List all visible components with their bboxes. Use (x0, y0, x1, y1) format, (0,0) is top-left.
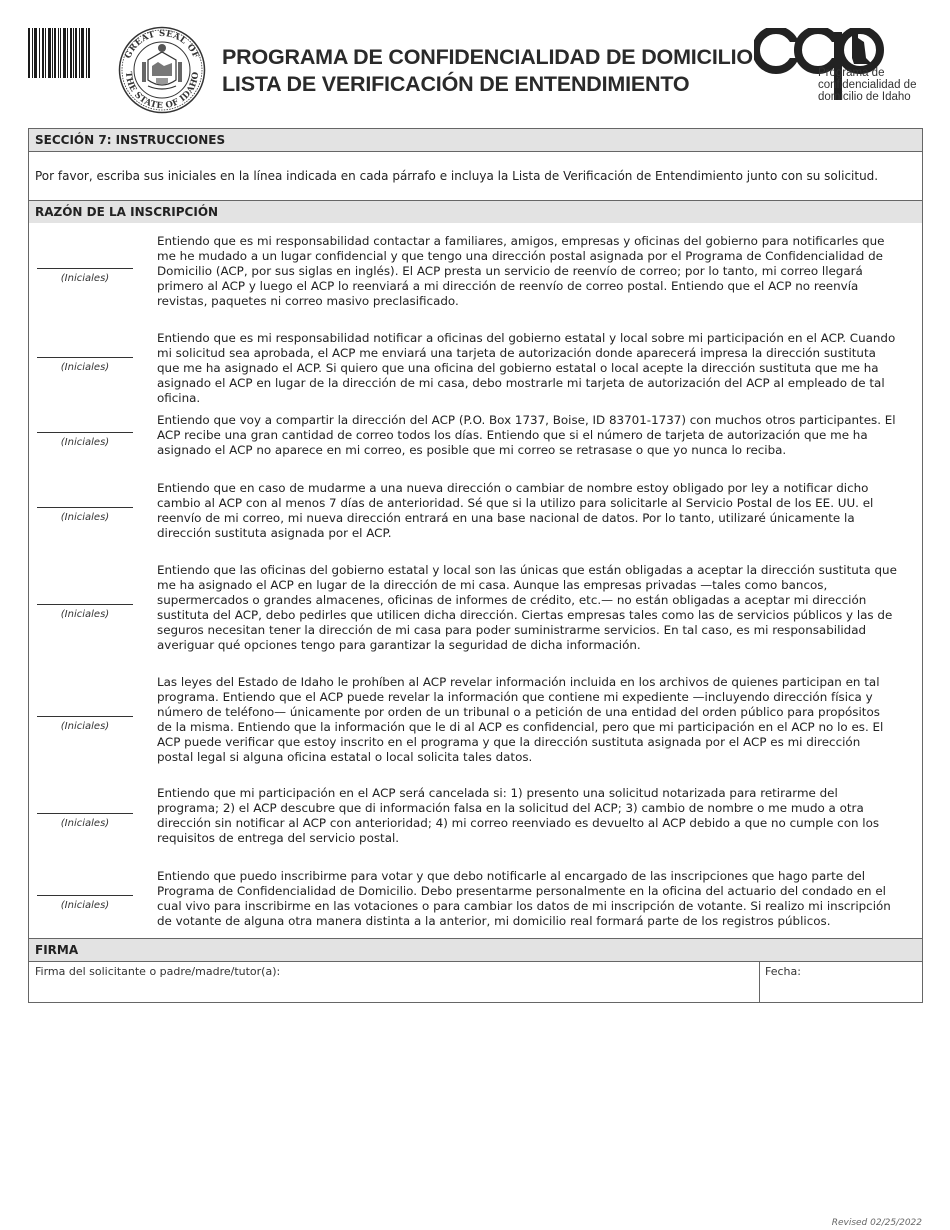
initials-label: (Iniciales) (60, 721, 110, 732)
logo-text-line-2: confidencialidad de (818, 79, 917, 91)
title-line-1: PROGRAMA DE CONFIDENCIALIDAD DE DOMICILIO (222, 45, 753, 69)
revision-date: Revised 02/25/2022 (831, 1218, 922, 1228)
checklist-paragraph: Las leyes del Estado de Idaho le prohíben al ACP revelar información incluida en los archivos de quienes participan en tal programa. Entiendo que el ACP puede revelar la información que contiene mi expediente —incluyendo dirección física y número de teléfono— únicamente por orden de un tribunal o a petición de una entidad del orden público para propósitos de la misma. Entiendo que la información que le di al ACP es confidencial, pero que mi participación en el ACP no lo es. El ACP puede verificar que estoy inscrito en el programa y que la dirección sustituta asignada por el ACP es mi dirección postal legal si alguna oficina estatal o local solicita tales datos. (157, 675, 884, 764)
svg-text:GREAT SEAL OF: GREAT SEAL OF (123, 28, 201, 61)
initials-label: (Iniciales) (60, 900, 110, 911)
checklist-paragraph: Entiendo que en caso de mudarme a una nueva dirección o cambiar de nombre estoy obligado por ley a notificar dicho cambio al ACP con al menos 7 días de anterioridad. Sé que si la utilizo para solicitarle al Servicio Postal de los EE. UU. el reenvío de mi correo, mi nueva dirección entrará en una base nacional de datos. Por lo tanto, utilizaré únicamente la dirección sustituta asignada por el ACP. (157, 481, 874, 540)
signature-heading: FIRMA (29, 939, 922, 961)
checklist-paragraph: Entiendo que mi participación en el ACP será cancelada si: 1) presento una solicitud notarizada para retirarme del programa; 2) el ACP descubre que di información falsa en la solicitud del ACP; 3) cambio de nombre o me mudo a otra dirección sin notificar al ACP con anterioridad; 4) mi correo reenviado es devuelto al ACP debido a que no cumple con los requisitos de entrega del servicio postal. (157, 786, 880, 845)
title-line-2: LISTA DE VERIFICACIÓN DE ENTENDIMIENTO (222, 72, 690, 96)
svg-text:THE STATE OF IDAHO: THE STATE OF IDAHO (122, 71, 202, 112)
initials-label: (Iniciales) (60, 609, 110, 620)
signer-field-label: Firma del solicitante o padre/madre/tutor(a): (35, 965, 281, 978)
checklist-paragraph: Entiendo que las oficinas del gobierno estatal y local son las únicas que están obligadas a aceptar la dirección sustituta que me ha asignado el ACP en lugar de la dirección de mi casa. Aunque las empresas privadas —tales como bancos, supermercados o grandes almacenes, oficinas de informes de crédito, etc.— no están obligadas a aceptar mi dirección sustituta del ACP, debo pedirles que utilicen dicha dirección. Ciertas empresas tales como las de servicios públicos y las de seguros necesitan tener la dirección de mi casa para poder suministrarme servicios. En tal caso, es mi responsabilidad averiguar qué opciones tengo para garantizar la seguridad de dicha información. (157, 563, 897, 652)
checklist-paragraph: Entiendo que es mi responsabilidad contactar a familiares, amigos, empresas y oficinas del gobierno para notificarles que me he mudado a un lugar confidencial y que tengo una dirección postal asignada por el Programa de Confidencialidad de Domicilio (ACP, por sus siglas en inglés). El ACP presta un servicio de reenvío de correo; por lo tanto, mi correo llegará primero al ACP y luego el ACP lo reenviará a mi dirección de reenvío de correo postal. Entiendo que el ACP no reenvía revistas, paquetes ni correo masivo preclasificado. (157, 234, 885, 308)
reason-heading: RAZÓN DE LA INSCRIPCIÓN (29, 201, 922, 223)
document-title (222, 44, 753, 98)
initials-label: (Iniciales) (60, 818, 110, 829)
initials-line[interactable] (37, 507, 133, 508)
signature-row (29, 961, 922, 1002)
initials-line[interactable] (37, 716, 133, 717)
acp-logo-text (818, 67, 916, 103)
instructions-text: Por favor, escriba sus iniciales en la línea indicada en cada párrafo e incluya la Lista de Verificación de Entendimiento junto con su solicitud. (35, 169, 879, 183)
idaho-state-seal (118, 26, 206, 114)
initials-label: (Iniciales) (60, 362, 110, 373)
initials-label: (Iniciales) (60, 437, 110, 448)
initials-line[interactable] (37, 268, 133, 269)
initials-label: (Iniciales) (60, 512, 110, 523)
logo-text-line-3: domicilio de Idaho (818, 91, 911, 103)
initials-line[interactable] (37, 604, 133, 605)
checklist-paragraph: Entiendo que es mi responsabilidad notificar a oficinas del gobierno estatal y local sobre mi participación en el ACP. Cuando mi solicitud sea aprobada, el ACP me enviará una tarjeta de autorización donde aparecerá impresa la dirección sustituta que me ha asignado el ACP. Si quiero que una oficina del gobierno estatal o local acepte la dirección sustituta que me ha asignado el ACP en lugar de la dirección de mi casa, debo mostrarle mi tarjeta de autorización del ACP al empleado de tal oficina. (157, 331, 896, 405)
initials-line[interactable] (37, 357, 133, 358)
checklist-paragraph: Entiendo que puedo inscribirme para votar y que debo notificarle al encargado de las inscripciones que hago parte del Programa de Confidencialidad de Domicilio. Debo presentarme personalmente en la oficina del actuario del condado en el cual vivo para inscribirme en las votaciones o para cambiar los datos de mi inscripción de votante. Si realizo mi inscripción de votante de alguna otra manera distinta a la anterior, mi domicilio real formará parte de los registros públicos. (157, 869, 891, 928)
logo-text-line-1: Programa de (818, 67, 885, 79)
initials-line[interactable] (37, 895, 133, 896)
divider (759, 961, 760, 1002)
initials-line[interactable] (37, 813, 133, 814)
date-field-label: Fecha: (765, 965, 801, 978)
form-table (28, 128, 923, 1003)
initials-label: (Iniciales) (60, 273, 110, 284)
divider (29, 151, 922, 152)
barcode (28, 28, 94, 78)
checklist-paragraph: Entiendo que voy a compartir la dirección del ACP (P.O. Box 1737, Boise, ID 83701-1737) con muchos otros participantes. El ACP recibe una gran cantidad de correo todos los días. Entiendo que si el número de tarjeta de autorización que me ha asignado el ACP no aparece en mi correo, es posible que mi correo se retrasase o que yo nunca lo reciba. (157, 413, 896, 457)
initials-line[interactable] (37, 432, 133, 433)
section-7-heading: SECCIÓN 7: INSTRUCCIONES (29, 129, 922, 151)
